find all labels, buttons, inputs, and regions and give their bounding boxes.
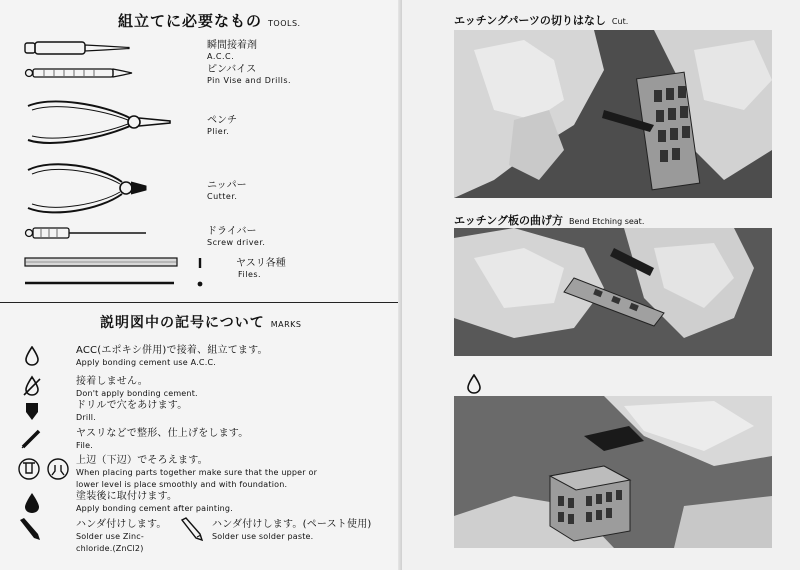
- mark-no-glue-jp: 接着しません。: [76, 376, 148, 387]
- tool-label-screw-driver: [207, 226, 265, 248]
- tool-acc-en: A.C.C.: [207, 52, 235, 61]
- tool-cutter-en: Cutter.: [207, 192, 238, 201]
- tools-heading: [118, 10, 301, 31]
- mark-drill-en: Drill.: [76, 413, 96, 422]
- mark-solder-text: [76, 519, 167, 555]
- files-icon: [24, 256, 214, 292]
- mark-file-text: [76, 428, 248, 452]
- photo-cutting-parts: [454, 30, 772, 198]
- mark-file-en: File.: [76, 441, 93, 450]
- mark-drill-jp: ドリルで穴をあけます。: [76, 400, 188, 411]
- cutter-icon: [22, 160, 152, 218]
- step-cut-en: Cut.: [611, 17, 629, 26]
- tools-heading-en: TOOLS.: [268, 19, 301, 28]
- mark-file-jp: ヤスリなどで整形、仕上げをします。: [76, 428, 249, 439]
- mark-acc-jp: ACC(エポキシ併用)で接着、組立てます。: [76, 345, 268, 356]
- step-bend-caption: [454, 212, 644, 228]
- tool-pin-vise-en: Pin Vise and Drills.: [207, 76, 292, 85]
- screw-driver-icon: [24, 226, 150, 240]
- mark-solder-paste-jp: ハンダ付けします。(ペースト使用): [212, 519, 372, 530]
- photo-bending-sheet: [454, 228, 772, 356]
- after-painting-icon: [23, 492, 41, 514]
- section-divider: [0, 302, 402, 303]
- tool-pin-vise-jp: ピンバイス: [207, 64, 257, 75]
- tool-label-acc: [207, 40, 257, 62]
- mark-acc-en: Apply bonding cement use A.C.C.: [76, 358, 216, 367]
- solder-paste-icon: [180, 516, 206, 542]
- step-bend-en: Bend Etching seat.: [569, 217, 645, 226]
- plier-icon: [22, 96, 174, 148]
- pin-vise-icon: [24, 66, 134, 80]
- mark-after-painting-en: Apply bonding cement after painting.: [76, 504, 233, 513]
- mark-solder-paste-en: Solder use solder paste.: [212, 532, 314, 541]
- mark-align-en2: lower level is place smoothly and with foundation.: [76, 480, 288, 489]
- mark-acc-text: [76, 345, 268, 369]
- tool-label-pin-vise: [207, 64, 291, 86]
- tool-files-jp: ヤスリ各種: [236, 258, 286, 269]
- tool-label-cutter: [207, 180, 247, 202]
- tool-screw-driver-en: Screw driver.: [207, 238, 266, 247]
- photo-gluing-parts: [454, 396, 772, 548]
- mark-align-jp: 上辺（下辺）でそろえます。: [76, 455, 208, 466]
- glue-drop-icon-step: [466, 374, 482, 394]
- tool-files-en: Files.: [238, 270, 262, 279]
- mark-after-painting-jp: 塗装後に取付けます。: [76, 491, 178, 502]
- mark-solder-paste-text: [212, 519, 372, 543]
- drill-icon: [24, 401, 40, 421]
- step-bend-jp: エッチング板の曲げ方: [454, 214, 564, 227]
- tool-plier-jp: ペンチ: [207, 115, 237, 126]
- mark-align-text: [76, 455, 317, 491]
- right-page: [402, 0, 800, 570]
- tool-label-plier: [207, 115, 237, 137]
- mark-drill-text: [76, 400, 187, 424]
- solder-iron-icon: [18, 516, 42, 542]
- step-cut-jp: エッチングパーツの切りはなし: [454, 14, 606, 27]
- tool-cutter-jp: ニッパー: [207, 180, 247, 191]
- mark-align-en: When placing parts together make sure that the upper or: [76, 468, 318, 477]
- tool-screw-driver-jp: ドライバー: [207, 226, 257, 237]
- mark-after-painting-text: [76, 491, 233, 515]
- file-icon: [20, 428, 42, 450]
- mark-no-glue-en: Don't apply bonding cement.: [76, 389, 198, 398]
- mark-solder-en: Solder use Zinc-: [76, 532, 144, 541]
- align-level-icon: [18, 457, 70, 481]
- tool-label-files: [236, 258, 286, 280]
- tools-heading-jp: 組立てに必要なもの: [118, 12, 263, 30]
- acc-tube-icon: [24, 40, 134, 56]
- tool-plier-en: Plier.: [207, 127, 230, 136]
- marks-heading-en: MARKS: [270, 320, 302, 329]
- marks-heading: [100, 312, 302, 332]
- mark-solder-jp: ハンダ付けします。: [76, 519, 167, 530]
- glue-drop-icon: [24, 346, 40, 366]
- tool-acc-jp: 瞬間接着剤: [207, 40, 257, 51]
- marks-heading-jp: 説明図中の記号について: [100, 315, 265, 331]
- no-glue-icon: [22, 375, 42, 397]
- step-cut-caption: [454, 12, 628, 28]
- mark-solder-en2: chloride.(ZnCl2): [76, 544, 144, 553]
- mark-no-glue-text: [76, 376, 198, 400]
